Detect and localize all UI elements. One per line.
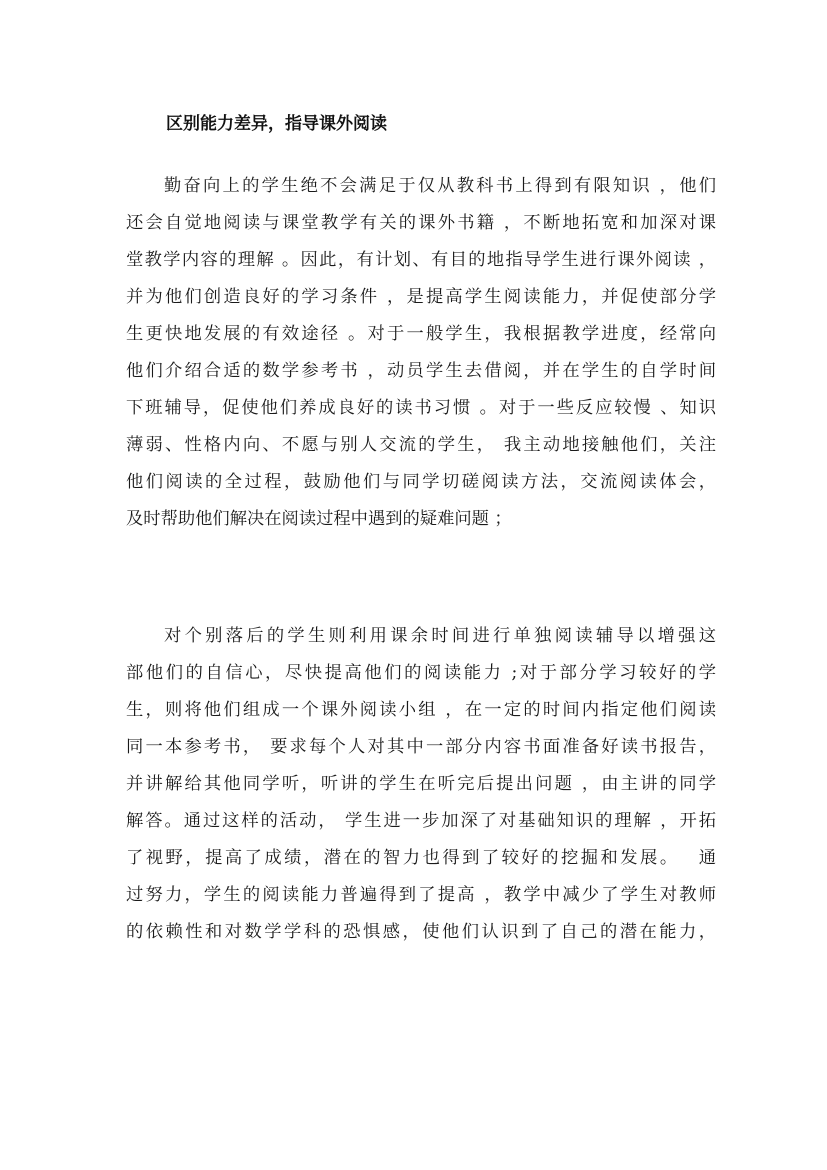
paragraph-line: 并为他们创造良好的学习条件 ，是提高学生阅读能力，并促使部分学	[126, 287, 716, 307]
paragraph-line: 他们介绍合适的数学参考书 ，动员学生去借阅，并在学生的自学时间	[126, 361, 716, 381]
paragraph-line: 堂教学内容的理解 。因此，有计划、有目的地指导学生进行课外阅读 ，	[126, 250, 716, 270]
paragraph-line: 生更快地发展的有效途径 。对于一般学生，我根据教学进度，经常向	[126, 324, 716, 344]
paragraph-line: 及时帮助他们解决在阅读过程中遇到的疑难问题 ；	[126, 509, 512, 529]
paragraph-line: 下班辅导，促使他们养成良好的读书习惯 。对于一些反应较慢 、知识	[126, 398, 716, 418]
paragraph-line: 了视野，提高了成绩，潜在的智力也得到了较好的挖掘和发展。 通	[126, 848, 716, 868]
paragraph-2	[126, 618, 716, 951]
paragraph-line: 生，则将他们组成一个课外阅读小组 ，在一定的时间内指定他们阅读	[126, 700, 716, 720]
paragraph-line: 解答。通过这样的活动， 学生进一步加深了对基础知识的理解 ，开拓	[126, 811, 716, 831]
paragraph-line: 并讲解给其他同学听，听讲的学生在听完后提出问题 ，由主讲的同学	[126, 774, 716, 794]
paragraph-1	[126, 168, 716, 538]
paragraph-line: 过努力，学生的阅读能力普遍得到了提高 ，教学中减少了学生对教师	[126, 885, 716, 905]
paragraph-line: 他们阅读的全过程，鼓励他们与同学切磋阅读方法，交流阅读体会，	[126, 472, 716, 492]
paragraph-line: 对个别落后的学生则利用课余时间进行单独阅读辅导以增强这	[164, 626, 716, 646]
paragraph-line: 部他们的自信心，尽快提高他们的阅读能力 ;对于部分学习较好的学	[126, 663, 716, 683]
paragraph-line: 还会自觉地阅读与课堂教学有关的课外书籍 ，不断地拓宽和加深对课	[126, 213, 716, 233]
paragraph-line: 勤奋向上的学生绝不会满足于仅从教科书上得到有限知识 ，他们	[164, 176, 716, 196]
paragraph-line: 的依赖性和对数学学科的恐惧感，使他们认识到了自己的潜在能力，	[126, 922, 716, 942]
paragraph-line: 薄弱、性格内向、不愿与别人交流的学生， 我主动地接触他们，关注	[126, 435, 716, 455]
paragraph-line: 同一本参考书， 要求每个人对其中一部分内容书面准备好读书报告，	[126, 737, 716, 757]
section-heading: 区别能力差异，指导课外阅读	[166, 114, 387, 134]
